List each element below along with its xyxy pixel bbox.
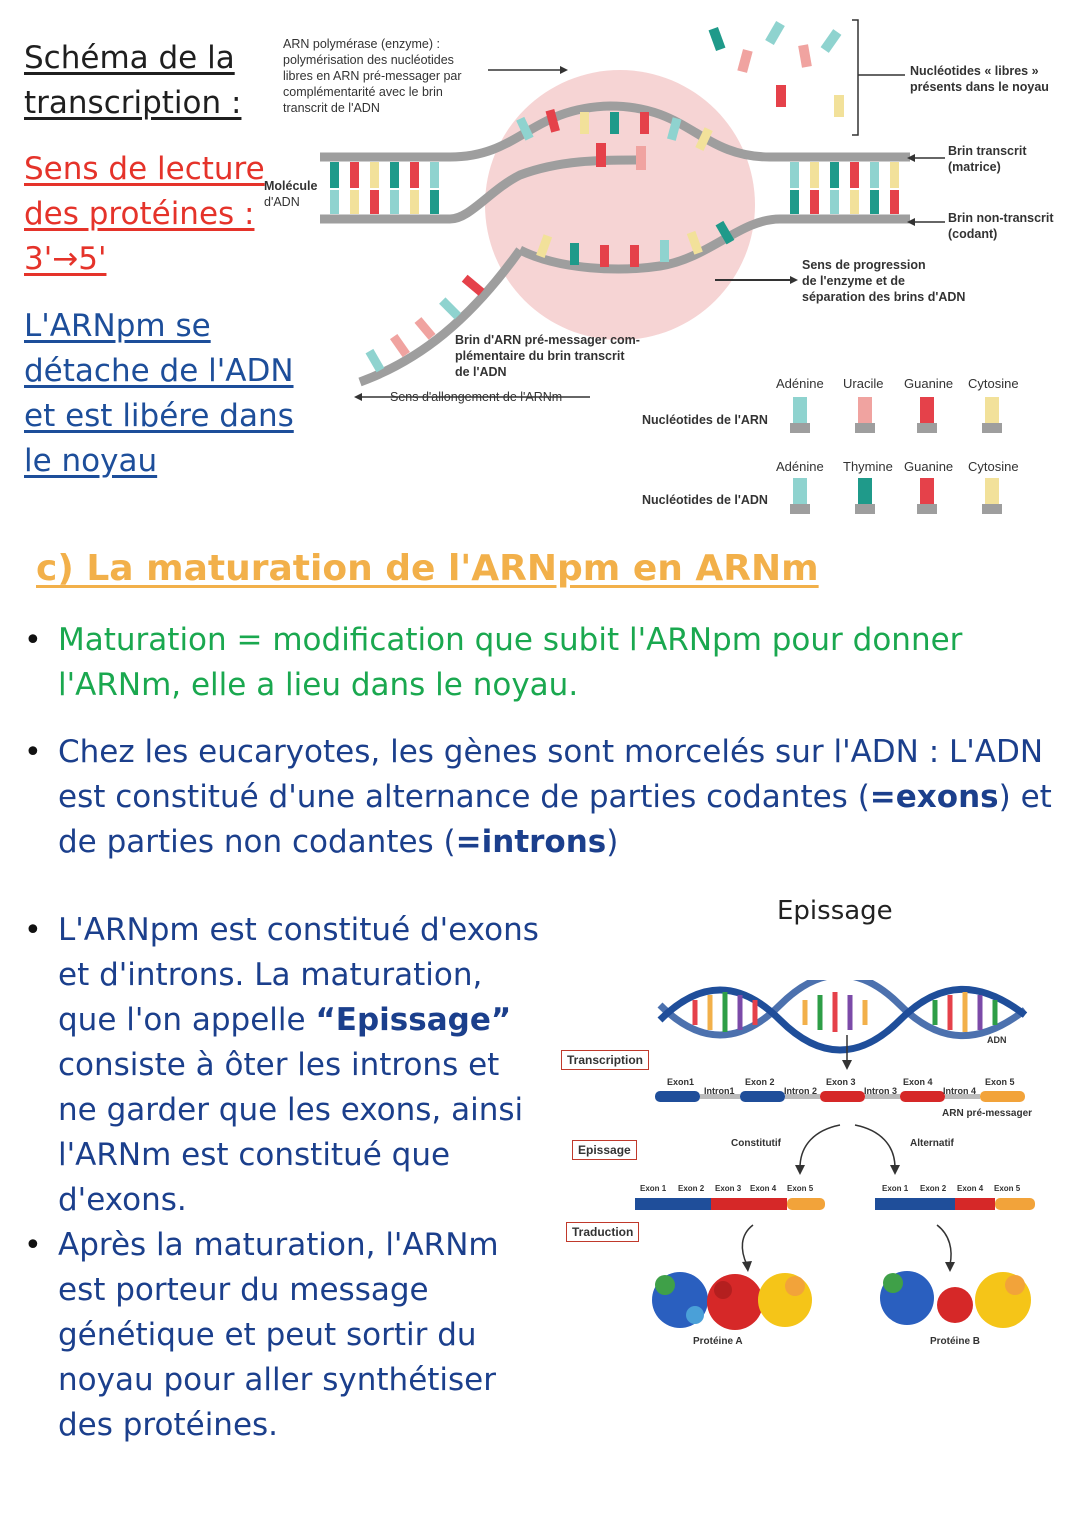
label-intron3: Intron 3 [864,1086,897,1096]
label-brin-non-transcrit-1: Brin non-transcrit [948,211,1054,225]
label-molecule-adn-2: d'ADN [264,195,300,209]
epissage-diagram [555,980,1055,1360]
free-nucleotides [709,21,844,117]
label-intron4: Intron 4 [943,1086,976,1096]
label-molecule-adn-1: Molécule [264,179,318,193]
label-molecule-adn [264,178,318,210]
label-proteine-b: Protéine B [930,1336,981,1347]
bullet-arnpm: • L'ARNpm est constitué d'exons et d'introns. La maturation, que l'on appelle “Epissage” consiste à ôter les introns et ne garder que les exons, ainsi l'ARNm est constitué que d'exons. [24,908,544,1223]
label-exon1: Exon1 [667,1077,695,1087]
label-arn-pre-messager: ARN pré-messager [942,1108,1033,1119]
label-progression-2: de l'enzyme et de [802,274,906,288]
note-arn-4: le noyau [24,443,158,479]
epissage-adn-label: ADN [987,1035,1007,1045]
label-brin-arn-1: Brin d'ARN pré-messager com- [455,333,640,347]
label-brin-non-transcrit [948,210,1054,242]
label-const-exon5: Exon 5 [787,1184,814,1193]
label-proteine-a: Protéine A [693,1336,743,1347]
constitutive-mrna-bar [635,1198,825,1210]
bold-introns: =introns [455,824,607,860]
note-sens-1: Sens de lecture [24,151,265,187]
label-progression [802,257,965,305]
label-nucleotides-libres-1: Nucléotides « libres » [910,64,1039,78]
legend-arn-adenine: Adénine [776,376,824,391]
legend-arn-guanine: Guanine [904,376,954,391]
note-schema-title-2: transcription : [24,85,242,121]
label-polymerase: ARN polymérase (enzyme) : polymérisation des nucléotides libres en ARN pré-messager par complémentarité avec le brin transcrit de l'ADN [283,37,462,115]
label-const-exon1: Exon 1 [640,1184,667,1193]
bullet-list-genes [24,730,1069,865]
label-const-exon3: Exon 3 [715,1184,742,1193]
label-constitutif: Constitutif [731,1138,781,1149]
bullet-list-top [24,618,1069,708]
legend-arn-cytosine: Cytosine [968,376,1019,391]
label-exon5: Exon 5 [985,1077,1015,1087]
label-brin-transcrit-1: Brin transcrit [948,144,1027,158]
label-intron1: Intron1 [704,1086,735,1096]
label-alt-exon5: Exon 5 [994,1184,1021,1193]
note-schema-title-1: Schéma de la [24,40,235,76]
dna-helix-icon [660,980,1025,1050]
legend-adn-title: Nucléotides de l'ADN [642,493,768,507]
label-nucleotides-libres-2: présents dans le noyau [910,80,1049,94]
label-exon3: Exon 3 [826,1077,856,1087]
label-const-exon2: Exon 2 [678,1184,705,1193]
label-brin-non-transcrit-2: (codant) [948,227,998,241]
bullet-apres-maturation: • Après la maturation, l'ARNm est porteur du message génétique et peut sortir du noyau pour aller synthétiser des protéines. [24,1223,544,1448]
label-progression-3: séparation des brins d'ADN [802,290,966,304]
label-alt-exon4: Exon 4 [957,1184,984,1193]
label-const-exon4: Exon 4 [750,1184,777,1193]
note-arn-2: détache de l'ADN [24,353,294,389]
bullet-maturation: • Maturation = modification que subit l'ARNpm pour donner l'ARNm, elle a lieu dans le noyau. [24,618,1069,708]
label-alt-exon2: Exon 2 [920,1184,947,1193]
protein-b-icon [880,1271,1031,1328]
label-exon4: Exon 4 [903,1077,933,1087]
legend-adn-cytosine: Cytosine [968,459,1019,474]
label-alt-exon1: Exon 1 [882,1184,909,1193]
bold-epissage: “Epissage” [315,1002,512,1038]
section-heading: c) La maturation de l'ARNpm en ARNm [36,548,819,589]
epissage-title: Epissage [777,896,893,926]
note-sens-3: 3'→5' [24,241,107,277]
legend-arn-uracile: Uracile [843,376,884,391]
label-allongement: Sens d'allongement de l'ARNm [390,390,563,404]
bullet-list-epissage [24,908,544,1448]
label-brin-arn-3: de l'ADN [455,365,507,379]
legend-dna-icons [790,478,1002,514]
label-intron2: Intron 2 [784,1086,817,1096]
note-arn-3: et est libére dans [24,398,294,434]
label-brin-arn-2: plémentaire du brin transcrit [455,349,625,363]
legend-adn-thymine: Thymine [843,459,893,474]
legend-rna-icons [790,397,1002,433]
protein-a-icon [652,1272,812,1330]
box-traduction: Traduction [566,1222,639,1242]
bullet-genes: • Chez les eucaryotes, les gènes sont morcelés sur l'ADN : L'ADN est constitué d'une alternance de parties codantes (=exons) et de parties non codantes (=introns) [24,730,1069,865]
alternative-mrna-bar [875,1198,1035,1210]
bold-exons: =exons [869,779,999,815]
note-sens-2: des protéines : [24,196,255,232]
label-progression-1: Sens de progression [802,258,926,272]
legend-adn-guanine: Guanine [904,459,954,474]
legend-arn-title: Nucléotides de l'ARN [642,413,768,427]
label-alternatif: Alternatif [910,1138,954,1149]
label-brin-transcrit [948,143,1027,175]
box-epissage: Epissage [572,1140,637,1160]
label-exon2: Exon 2 [745,1077,775,1087]
note-arn-1: L'ARNpm se [24,308,211,344]
label-nucleotides-libres [910,63,1049,95]
box-transcription: Transcription [561,1050,649,1070]
label-brin-transcrit-2: (matrice) [948,160,1001,174]
label-brin-arn [455,332,640,380]
legend-adn-adenine: Adénine [776,459,824,474]
